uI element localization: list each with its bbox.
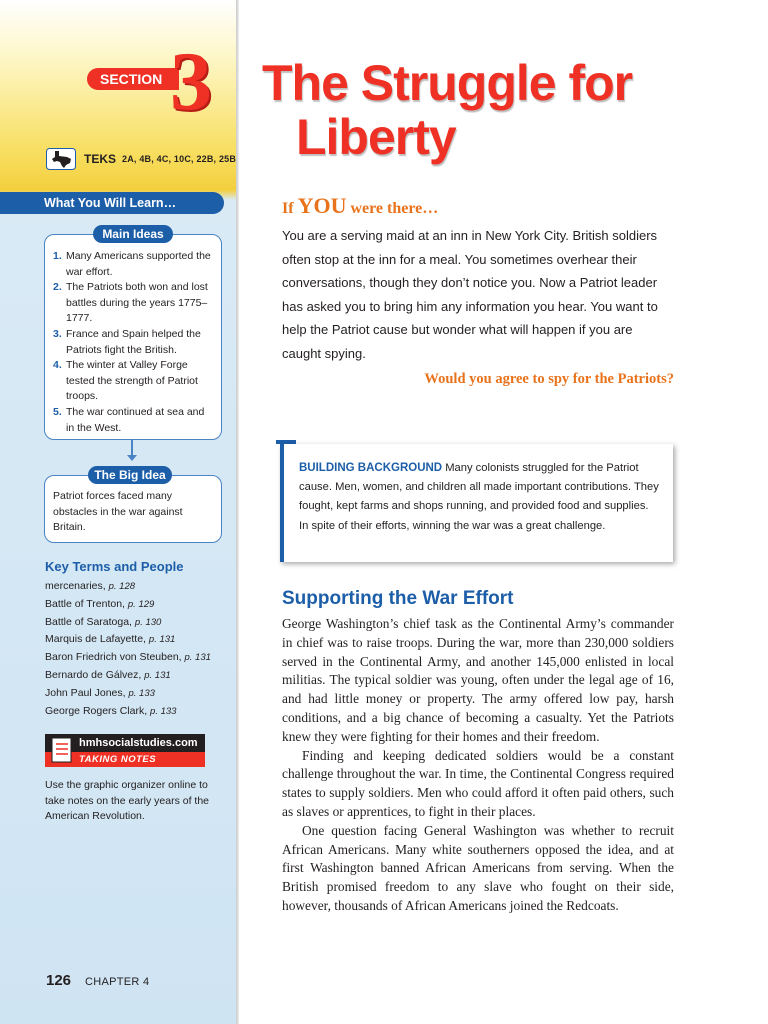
body-text — [282, 615, 674, 916]
key-term-item: George Rogers Clark, p. 133 — [45, 704, 177, 717]
building-background-label: BUILDING BACKGROUND — [299, 462, 443, 474]
texas-icon — [46, 148, 76, 170]
main-idea-item: 5. The war continued at sea and in the West. — [53, 405, 205, 434]
key-term-item: Bernardo de Gálvez, p. 131 — [45, 668, 171, 681]
main-ideas-list — [45, 235, 221, 436]
body-paragraph: Finding and keeping dedicated soldiers would be a constant challenge throughout the war. In time, the Continental Congress required states to supply soldiers. Men who could afford it often paid others, such as slaves or apprentices, to fight in their places. — [282, 747, 674, 819]
if-you-were-there-heading: If YOU were there… — [282, 193, 439, 218]
title-line-1: The Struggle for — [262, 55, 633, 111]
body-paragraph: George Washington’s chief task as the Continental Army’s commander in chief was to raise troops. During the war, more than 230,000 soldiers served in the Continental Army, and another 145,000 enlisted in local militias. The typical soldier was young, often under the legal age of 16, and had little money or property. The army offered low pay, harsh conditions, and a big chance of becoming a casualty. Yet the Patriots knew they were fighting for their homes and their freedom. — [282, 616, 674, 744]
big-idea-box — [44, 475, 222, 543]
if-you-were-there-text: You are a serving maid at an inn in New York City. British soldiers often stop at the inn for a meal. You sometimes overhear their conversations, though they don’t notice you. Now a Patriot leader has asked you to bring him any information you hear. You want to help the Patriot cause but wonder what will happen if you are caught spying. — [282, 228, 658, 361]
chapter-label: CHAPTER 4 — [85, 976, 150, 988]
key-term-item: Baron Friedrich von Steuben, p. 131 — [45, 651, 211, 664]
page-gutter — [236, 0, 239, 1024]
section-number: 3 — [170, 35, 210, 128]
main-idea-item: 1. Many Americans supported the war effort. — [53, 250, 211, 278]
key-terms-title: Key Terms and People — [45, 559, 184, 574]
page-title — [262, 56, 742, 164]
key-term-item: mercenaries, p. 128 — [45, 580, 136, 592]
main-idea-item: 2. The Patriots both won and lost battles during the years 1775–1777. — [53, 281, 208, 325]
key-term-item: Marquis de Lafayette, p. 131 — [45, 633, 176, 646]
section-badge — [87, 68, 179, 90]
section-heading: Supporting the War Effort — [282, 588, 514, 609]
key-term-item: John Paul Jones, p. 133 — [45, 686, 155, 699]
notebook-icon — [49, 736, 75, 764]
section-label: SECTION — [100, 71, 163, 87]
key-term-item: Battle of Saratoga, p. 130 — [45, 615, 162, 628]
taking-notes-label: TAKING NOTES — [45, 752, 205, 767]
body-paragraph: One question facing General Washington was whether to recruit African Americans. Many white southerners opposed the idea, and at first Washington banned African Americans from serving. When the British promised freedom to any slave who fought on their side, however, thousands of African Americans joined the Redcoats. — [282, 822, 674, 913]
teks-label: TEKS — [84, 152, 117, 166]
teks-row — [46, 148, 236, 170]
page-number: 126 — [46, 972, 72, 989]
online-notes-link[interactable] — [45, 734, 205, 770]
main-idea-item: 3. France and Spain helped the Patriots fight the British. — [53, 327, 201, 356]
website-label[interactable]: hmhsocialstudies.com — [45, 734, 205, 752]
if-you-were-there-question: Would you agree to spy for the Patriots? — [424, 371, 674, 387]
big-idea-title: The Big Idea — [88, 466, 172, 484]
building-background-text: Many colonists struggled for the Patriot cause. Men, women, and children all made important contributions. They fought, kept farms and shops running, and provided food and supplies. In spite of their efforts, winning the war was a great challenge. — [299, 462, 659, 532]
main-idea-item: 4. The winter at Valley Forge tested the strength of Patriot troops. — [53, 359, 198, 403]
main-ideas-box — [44, 234, 222, 440]
taking-notes-text: Use the graphic organizer online to take notes on the early years of the American Revolution. — [45, 779, 210, 822]
key-terms-list — [45, 578, 211, 720]
main-ideas-title: Main Ideas — [93, 225, 173, 243]
arrow-down-icon — [127, 455, 137, 461]
title-line-2: Liberty — [296, 109, 456, 165]
key-term-item: Battle of Trenton, p. 129 — [45, 597, 155, 610]
what-you-will-learn-banner: What You Will Learn… — [0, 192, 224, 214]
building-background-box — [280, 444, 673, 562]
big-idea-text: Patriot forces faced many obstacles in the war against Britain. — [53, 490, 183, 533]
teks-codes: 2A, 4B, 4C, 10C, 22B, 25B — [122, 154, 237, 164]
